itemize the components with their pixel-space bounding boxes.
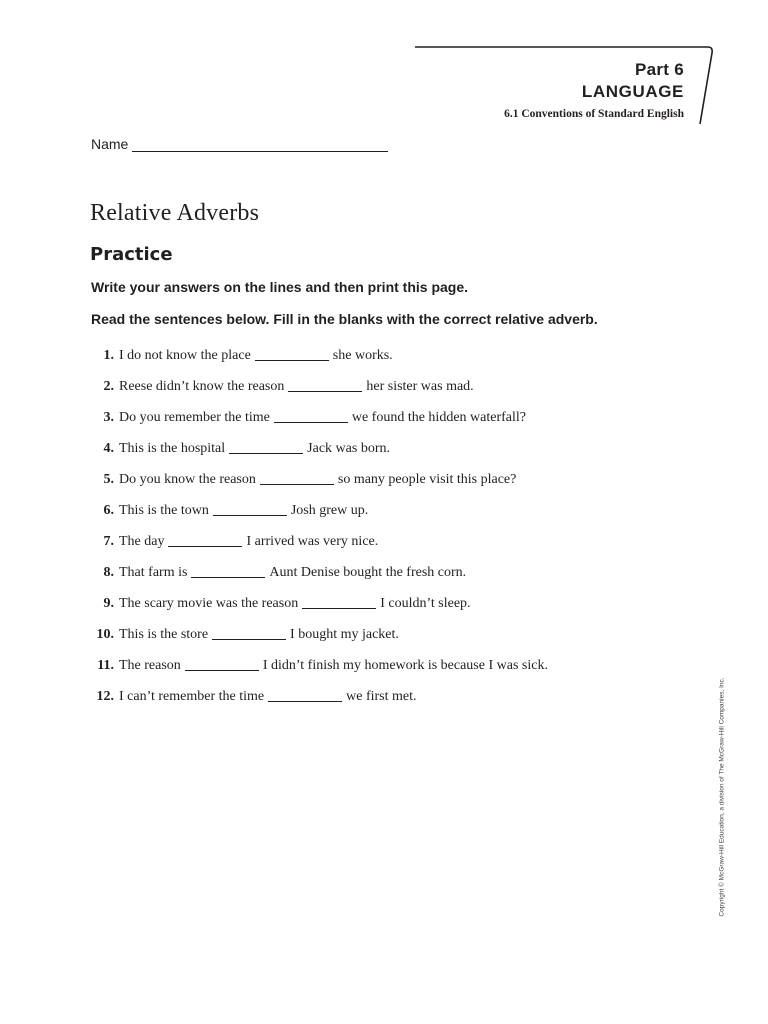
name-row — [91, 136, 388, 152]
question-text-before: The reason — [119, 658, 181, 673]
answer-blank[interactable] — [268, 688, 342, 702]
question-text-before: That farm is — [119, 565, 188, 580]
question-text-after: we first met. — [346, 689, 417, 704]
instruction-print: Write your answers on the lines and then print this page. — [91, 279, 469, 295]
answer-blank[interactable] — [185, 657, 259, 671]
question-text-before: This is the town — [119, 503, 209, 518]
question-number: 6. — [103, 503, 114, 518]
question-text-after: we found the hidden waterfall? — [351, 410, 526, 425]
answer-blank[interactable] — [255, 347, 329, 361]
question-item — [78, 378, 548, 409]
question-text-after: I bought my jacket. — [290, 627, 399, 642]
question-text-after: so many people visit this place? — [337, 472, 517, 487]
question-text-after: she works. — [332, 348, 393, 363]
answer-blank[interactable] — [274, 409, 348, 423]
question-number: 7. — [103, 534, 114, 549]
question-item — [78, 440, 548, 471]
copyright-notice: Copyright © McGraw-Hill Education, a division of The McGraw-Hill Companies, Inc. — [718, 677, 726, 917]
question-number: 3. — [103, 410, 114, 425]
question-item — [78, 626, 548, 657]
question-text-after: I couldn’t sleep. — [380, 596, 471, 611]
question-text-after: Aunt Denise bought the fresh corn. — [269, 565, 467, 580]
question-number: 11. — [97, 658, 114, 673]
question-text-before: Reese didn’t know the reason — [119, 379, 285, 394]
answer-blank[interactable] — [302, 595, 376, 609]
question-text-after: her sister was mad. — [366, 379, 474, 394]
question-number: 9. — [103, 596, 114, 611]
question-text-before: This is the hospital — [119, 441, 226, 456]
answer-blank[interactable] — [168, 533, 242, 547]
question-item — [78, 409, 548, 440]
answer-blank[interactable] — [288, 378, 362, 392]
question-text-after: Jack was born. — [307, 441, 390, 456]
question-number: 5. — [103, 472, 114, 487]
question-text-after: I didn’t finish my homework is because I was sick. — [262, 658, 548, 673]
question-item — [78, 595, 548, 626]
question-item — [78, 564, 548, 595]
question-item — [78, 347, 548, 378]
question-text-before: I can’t remember the time — [119, 689, 265, 704]
question-number: 2. — [103, 379, 114, 394]
question-text-after: I arrived was very nice. — [246, 534, 379, 549]
question-text-before: This is the store — [119, 627, 209, 642]
page-title: Relative Adverbs — [90, 200, 260, 226]
question-item — [78, 471, 548, 502]
question-number: 8. — [103, 565, 114, 580]
question-text-before: Do you remember the time — [119, 410, 270, 425]
question-number: 10. — [96, 627, 114, 642]
page-subtitle: Practice — [90, 244, 173, 265]
question-number: 1. — [103, 348, 114, 363]
question-text-before: The day — [119, 534, 165, 549]
instruction-fill-blanks: Read the sentences below. Fill in the blanks with the correct relative adverb. — [91, 311, 598, 327]
name-field[interactable] — [132, 136, 388, 152]
question-item — [78, 533, 548, 564]
answer-blank[interactable] — [212, 626, 286, 640]
answer-blank[interactable] — [191, 564, 265, 578]
question-number: 4. — [103, 441, 114, 456]
section-label: LANGUAGE — [581, 82, 684, 101]
question-list — [78, 347, 548, 719]
question-item — [78, 657, 548, 688]
question-text-after: Josh grew up. — [290, 503, 369, 518]
question-text-before: The scary movie was the reason — [119, 596, 299, 611]
question-item — [78, 688, 548, 719]
subsection-label: 6.1 Conventions of Standard English — [504, 108, 684, 120]
name-label: Name — [91, 136, 129, 152]
answer-blank[interactable] — [213, 502, 287, 516]
question-text-before: Do you know the reason — [119, 472, 256, 487]
answer-blank[interactable] — [260, 471, 334, 485]
question-number: 12. — [96, 689, 114, 704]
part-label: Part 6 — [634, 60, 684, 79]
answer-blank[interactable] — [229, 440, 303, 454]
question-text-before: I do not know the place — [119, 348, 251, 363]
question-item — [78, 502, 548, 533]
